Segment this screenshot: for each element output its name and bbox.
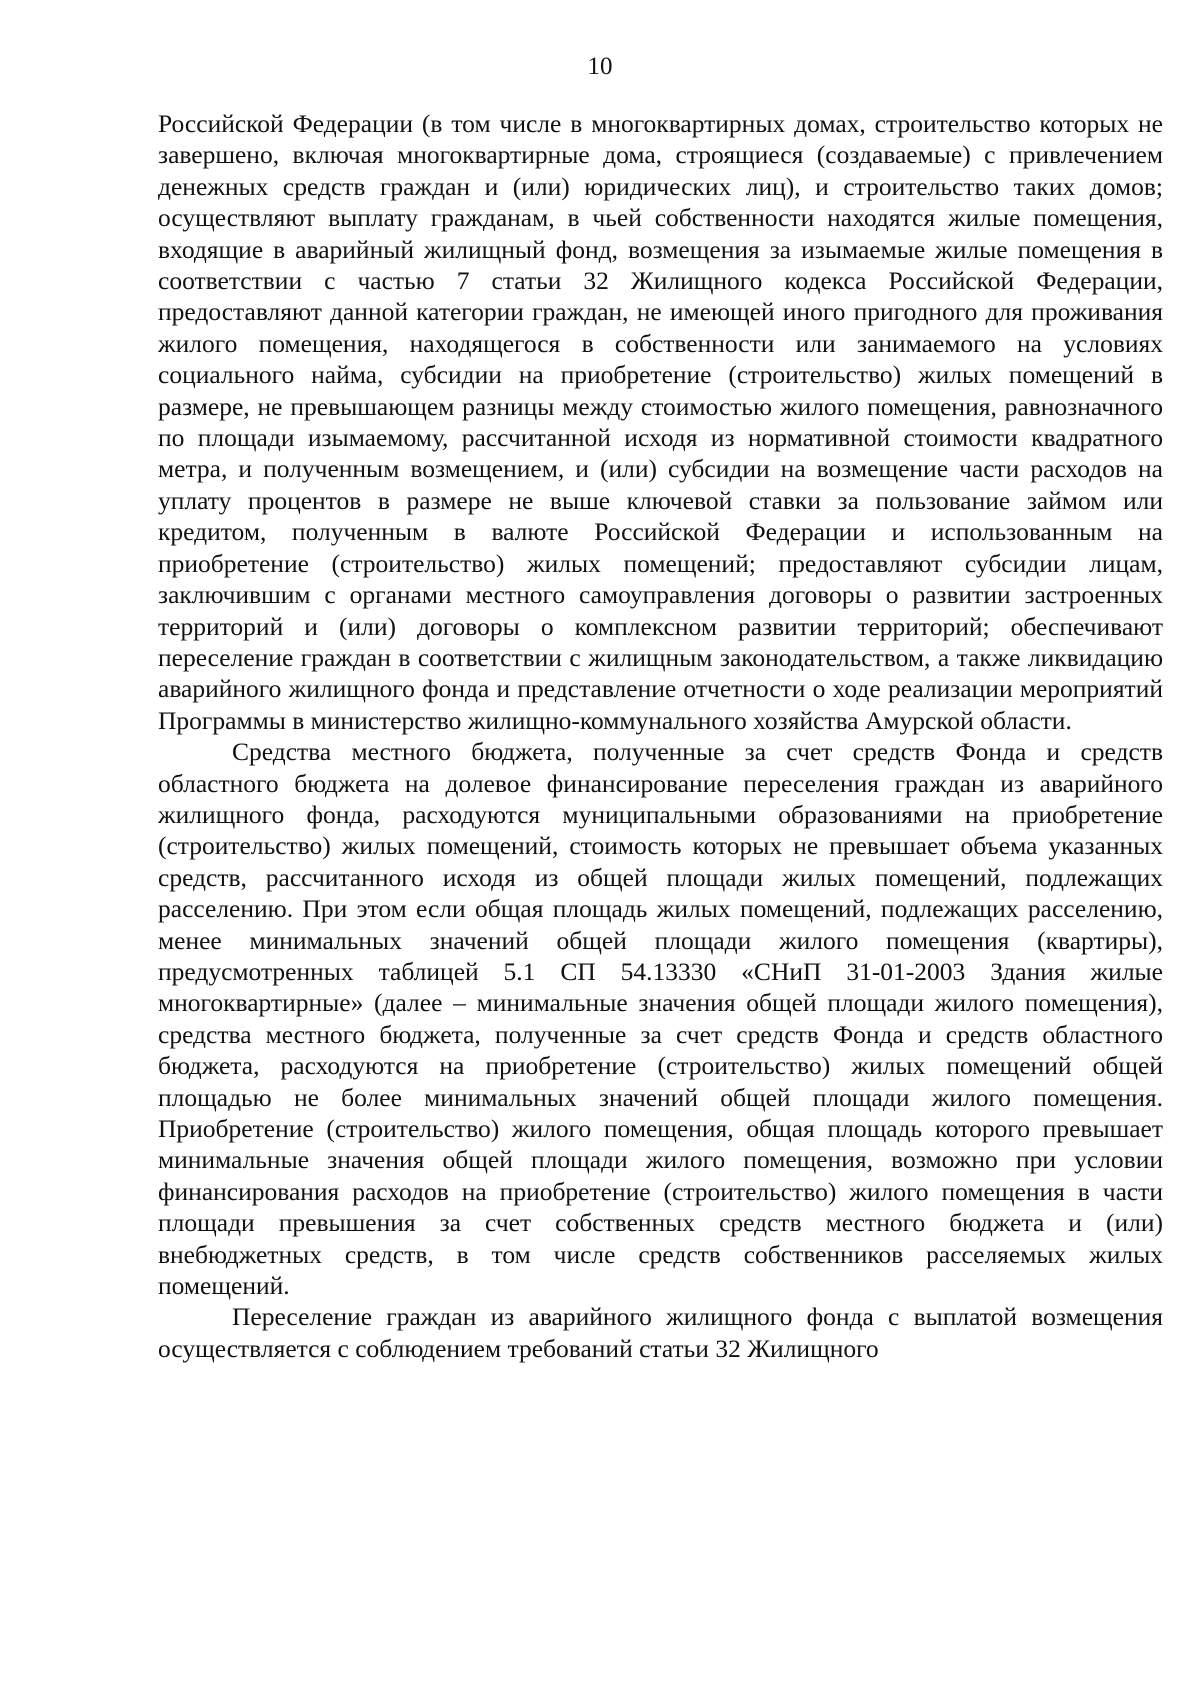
paragraph-3: Переселение граждан из аварийного жилищного фонда с выплатой возмещения осуществляется с соблюдением требований статьи 32 Жилищного	[158, 1302, 1163, 1363]
document-body	[158, 108, 1163, 1364]
page-number: 10	[587, 53, 613, 80]
paragraph-1: Российской Федерации (в том числе в многоквартирных домах, строительство которых не завершено, включая многоквартирные дома, строящиеся (создаваемые) с привлечением денежных средств граждан и (или) юридических лиц), и строительство таких домов; осуществляют выплату гражданам, в чьей собственности находятся жилые помещения, входящие в аварийный жилищный фонд, возмещения за изымаемые жилые помещения в соответствии с частью 7 статьи 32 Жилищного кодекса Российской Федерации, предоставляют данной категории граждан, не имеющей иного пригодного для проживания жилого помещения, находящегося в собственности или занимаемого на условиях социального найма, субсидии на приобретение (строительство) жилых помещений в размере, не превышающем разницы между стоимостью жилого помещения, равнозначного по площади изымаемому, рассчитанной исходя из нормативной стоимости квадратного метра, и полученным возмещением, и (или) субсидии на возмещение части расходов на уплату процентов в размере не выше ключевой ставки за пользование займом или кредитом, полученным в валюте Российской Федерации и использованным на приобретение (строительство) жилых помещений; предоставляют субсидии лицам, заключившим с органами местного самоуправления договоры о развитии застроенных территорий и (или) договоры о комплексном развитии территорий; обеспечивают переселение граждан в соответствии с жилищным законодательством, а также ликвидацию аварийного жилищного фонда и представление отчетности о ходе реализации мероприятий Программы в министерство жилищно-коммунального хозяйства Амурской области.	[158, 109, 1163, 735]
paragraph-2: Средства местного бюджета, полученные за счет средств Фонда и средств областного бюджета на долевое финансирование переселения граждан из аварийного жилищного фонда, расходуются муниципальными образованиями на приобретение (строительство) жилых помещений, стоимость которых не превышает объема указанных средств, рассчитанного исходя из общей площади жилых помещений, подлежащих расселению. При этом если общая площадь жилых помещений, подлежащих расселению, менее минимальных значений общей площади жилого помещения (квартиры), предусмотренных таблицей 5.1 СП 54.13330 «СНиП 31-01-2003 Здания жилые многоквартирные» (далее – минимальные значения общей площади жилого помещения), средства местного бюджета, полученные за счет средств Фонда и средств областного бюджета, расходуются на приобретение (строительство) жилых помещений общей площадью не более минимальных значений общей площади жилого помещения. Приобретение (строительство) жилого помещения, общая площадь которого превышает минимальные значения общей площади жилого помещения, возможно при условии финансирования расходов на приобретение (строительство) жилого помещения в части площади превышения за счет собственных средств местного бюджета и (или) внебюджетных средств, в том числе средств собственников расселяемых жилых помещений.	[158, 737, 1163, 1301]
